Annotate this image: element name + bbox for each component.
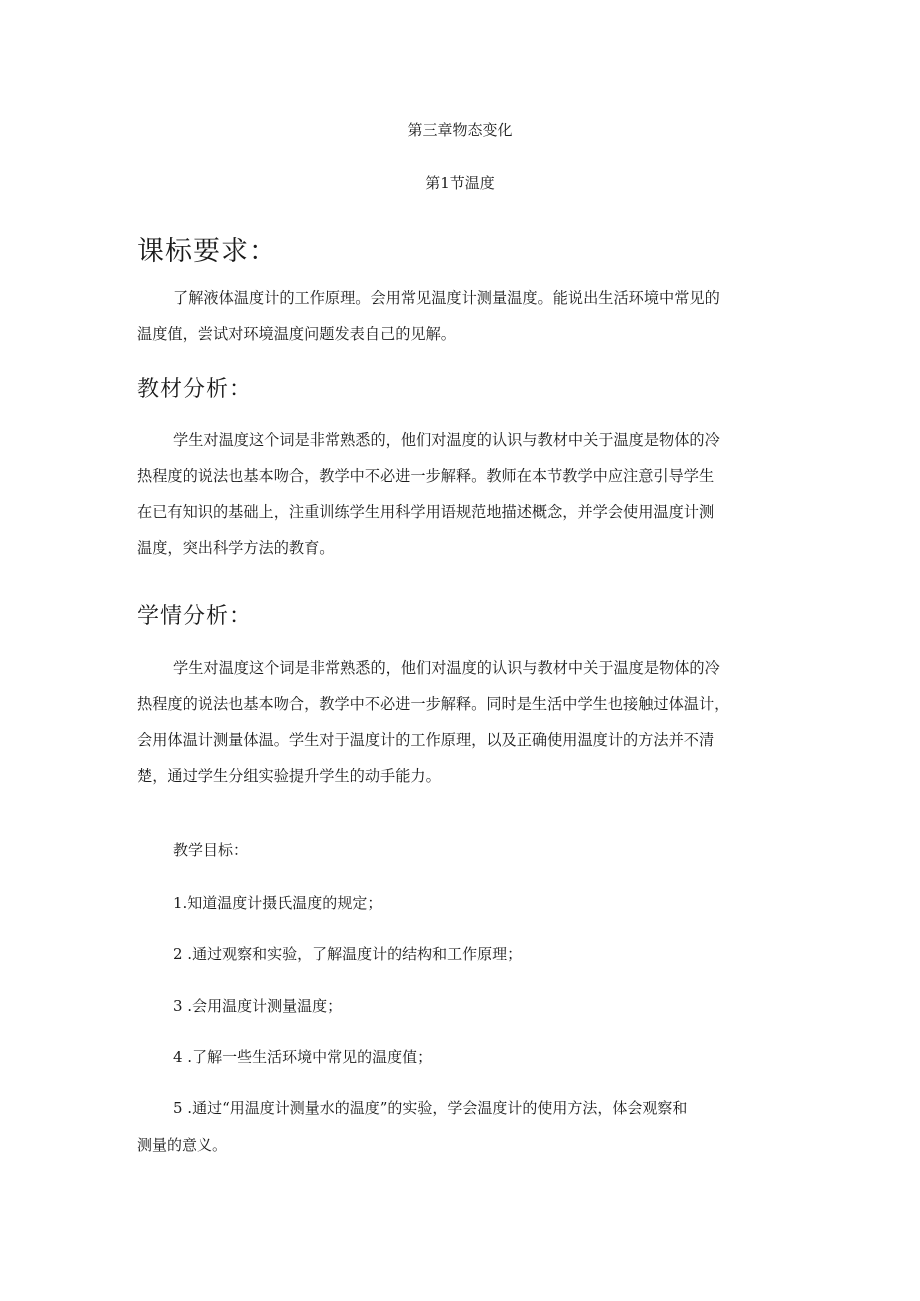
student-analysis-paragraph [137, 650, 797, 794]
paragraph-line: 在已有知识的基础上，注重训练学生用科学用语规范地描述概念，并学会使用温度计测 [137, 503, 715, 521]
paragraph-line: 学生对温度这个词是非常熟悉的，他们对温度的认识与教材中关于温度是物体的冷 [173, 659, 720, 677]
chapter-title: 第三章物态变化 [407, 121, 513, 139]
objective-item-continuation: 测量的意义。 [137, 1136, 228, 1154]
objective-item: 1.知道温度计摄氏温度的规定； [173, 894, 383, 912]
curriculum-heading: 课标要求： [137, 236, 277, 267]
paragraph-line: 楚，通过学生分组实验提升学生的动手能力。 [137, 767, 441, 785]
student-analysis-heading: 学情分析： [137, 604, 253, 629]
textbook-analysis-heading: 教材分析： [137, 377, 253, 402]
objectives-heading: 教学目标： [173, 841, 249, 859]
paragraph-line: 热程度的说法也基本吻合，教学中不必进一步解释。教师在本节教学中应注意引导学生 [137, 467, 715, 485]
paragraph-line: 会用体温计测量体温。学生对于温度计的工作原理，以及正确使用温度计的方法并不清 [137, 731, 715, 749]
paragraph-line: 热程度的说法也基本吻合，教学中不必进一步解释。同时是生活中学生也接触过体温计， [137, 695, 730, 713]
paragraph-line: 学生对温度这个词是非常熟悉的，他们对温度的认识与教材中关于温度是物体的冷 [173, 431, 720, 449]
curriculum-paragraph [137, 280, 797, 352]
paragraph-line: 温度，突出科学方法的教育。 [137, 539, 335, 557]
paragraph-line: 了解液体温度计的工作原理。会用常见温度计测量温度。能说出生活环境中常见的 [173, 289, 720, 307]
objective-item: 2 .通过观察和实验，了解温度计的结构和工作原理； [173, 945, 523, 963]
objective-item: 5 .通过“用温度计测量水的温度”的实验，学会温度计的使用方法，体会观察和 [173, 1099, 688, 1117]
paragraph-line: 温度值，尝试对环境温度问题发表自己的见解。 [137, 325, 456, 343]
objective-item: 4 .了解一些生活环境中常见的温度值； [173, 1048, 433, 1066]
textbook-analysis-paragraph [137, 422, 797, 566]
objective-item: 3 .会用温度计测量温度； [173, 997, 343, 1015]
section-title: 第1节温度 [425, 174, 495, 192]
